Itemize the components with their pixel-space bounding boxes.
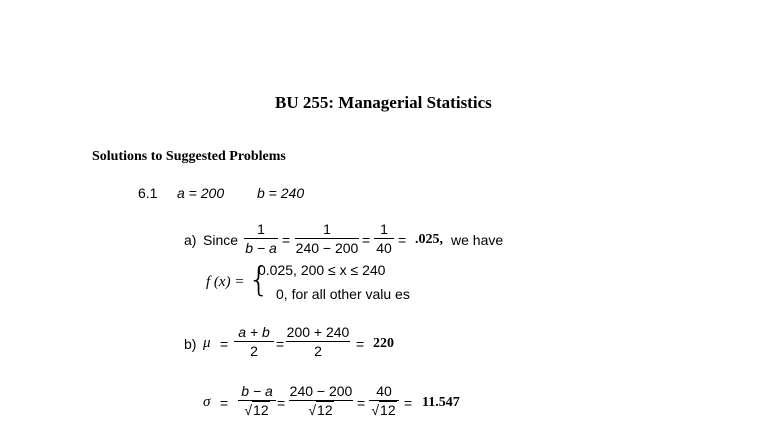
section-subtitle: Solutions to Suggested Problems [92, 149, 286, 164]
denominator [308, 402, 333, 418]
sqrt-icon: √ [308, 402, 317, 418]
sqrt-argument: 12 [317, 402, 333, 418]
case-2: 0, for all other valu es [276, 286, 410, 302]
fraction-b-minus-a-over-sqrt12 [238, 383, 276, 418]
fraction-bar [374, 238, 394, 239]
equals-sign: = [362, 232, 371, 248]
fraction-1-over-40 [374, 221, 394, 256]
sqrt-icon: √ [244, 402, 253, 418]
denominator [244, 402, 269, 418]
equals-sign: = [357, 395, 366, 411]
fraction-a-plus-b-over-2 [234, 324, 274, 359]
numerator: 40 [376, 383, 392, 399]
sigma-symbol: σ [203, 394, 211, 410]
density-result: .025, [415, 232, 443, 247]
page-title: BU 255: Managerial Statistics [275, 93, 492, 112]
fraction-bar [244, 238, 278, 239]
mean-result: 220 [373, 336, 394, 351]
a-definition: a = 200 [177, 185, 225, 201]
b-definition: b = 240 [257, 185, 305, 201]
fraction-bar [234, 341, 274, 342]
equals-sign: = [277, 395, 286, 411]
numerator: 200 + 240 [286, 324, 350, 340]
equals-sign: = [356, 336, 365, 352]
fraction-bar [286, 341, 350, 342]
since-text: Since [203, 232, 239, 248]
fraction-240-minus-200-over-sqrt12 [289, 383, 353, 418]
fraction-200-plus-240-over-2 [286, 324, 350, 359]
equals-sign: = [398, 232, 407, 248]
fraction-1-over-b-minus-a [244, 221, 278, 256]
equals-sign: = [220, 395, 229, 411]
fraction-40-over-sqrt12 [369, 383, 399, 418]
numerator: 1 [257, 221, 265, 237]
numerator: 240 − 200 [289, 383, 353, 399]
equals-sign: = [220, 336, 229, 352]
numerator: b − a [241, 383, 273, 399]
case-1: 0.025, 200 ≤ x ≤ 240 [258, 262, 386, 278]
problem-number: 6.1 [138, 185, 158, 201]
equals-sign: = [404, 395, 413, 411]
we-have-text: we have [451, 232, 504, 248]
denominator: b − a [245, 240, 277, 256]
fraction-1-over-240-minus-200 [295, 221, 359, 256]
equals-sign: = [276, 336, 285, 352]
denominator: 40 [376, 240, 392, 256]
std-dev-result: 11.547 [422, 395, 460, 410]
left-brace: { [248, 260, 270, 300]
equals-sign: = [282, 232, 291, 248]
sqrt-expression [244, 402, 269, 418]
denominator [371, 402, 396, 418]
denominator: 240 − 200 [295, 240, 359, 256]
f-of-x: f (x) = [206, 274, 245, 290]
sqrt-expression [308, 402, 333, 418]
sqrt-argument: 12 [380, 402, 396, 418]
fraction-bar [295, 238, 359, 239]
part-a-label: a) [184, 232, 197, 248]
sqrt-argument: 12 [253, 402, 269, 418]
numerator: 1 [323, 221, 331, 237]
denominator: 2 [314, 343, 322, 359]
numerator: a + b [238, 324, 270, 340]
part-b-label: b) [184, 336, 197, 352]
sqrt-expression [371, 402, 396, 418]
sqrt-icon: √ [371, 402, 380, 418]
numerator: 1 [380, 221, 388, 237]
denominator: 2 [250, 343, 258, 359]
mu-symbol: μ [203, 335, 211, 351]
